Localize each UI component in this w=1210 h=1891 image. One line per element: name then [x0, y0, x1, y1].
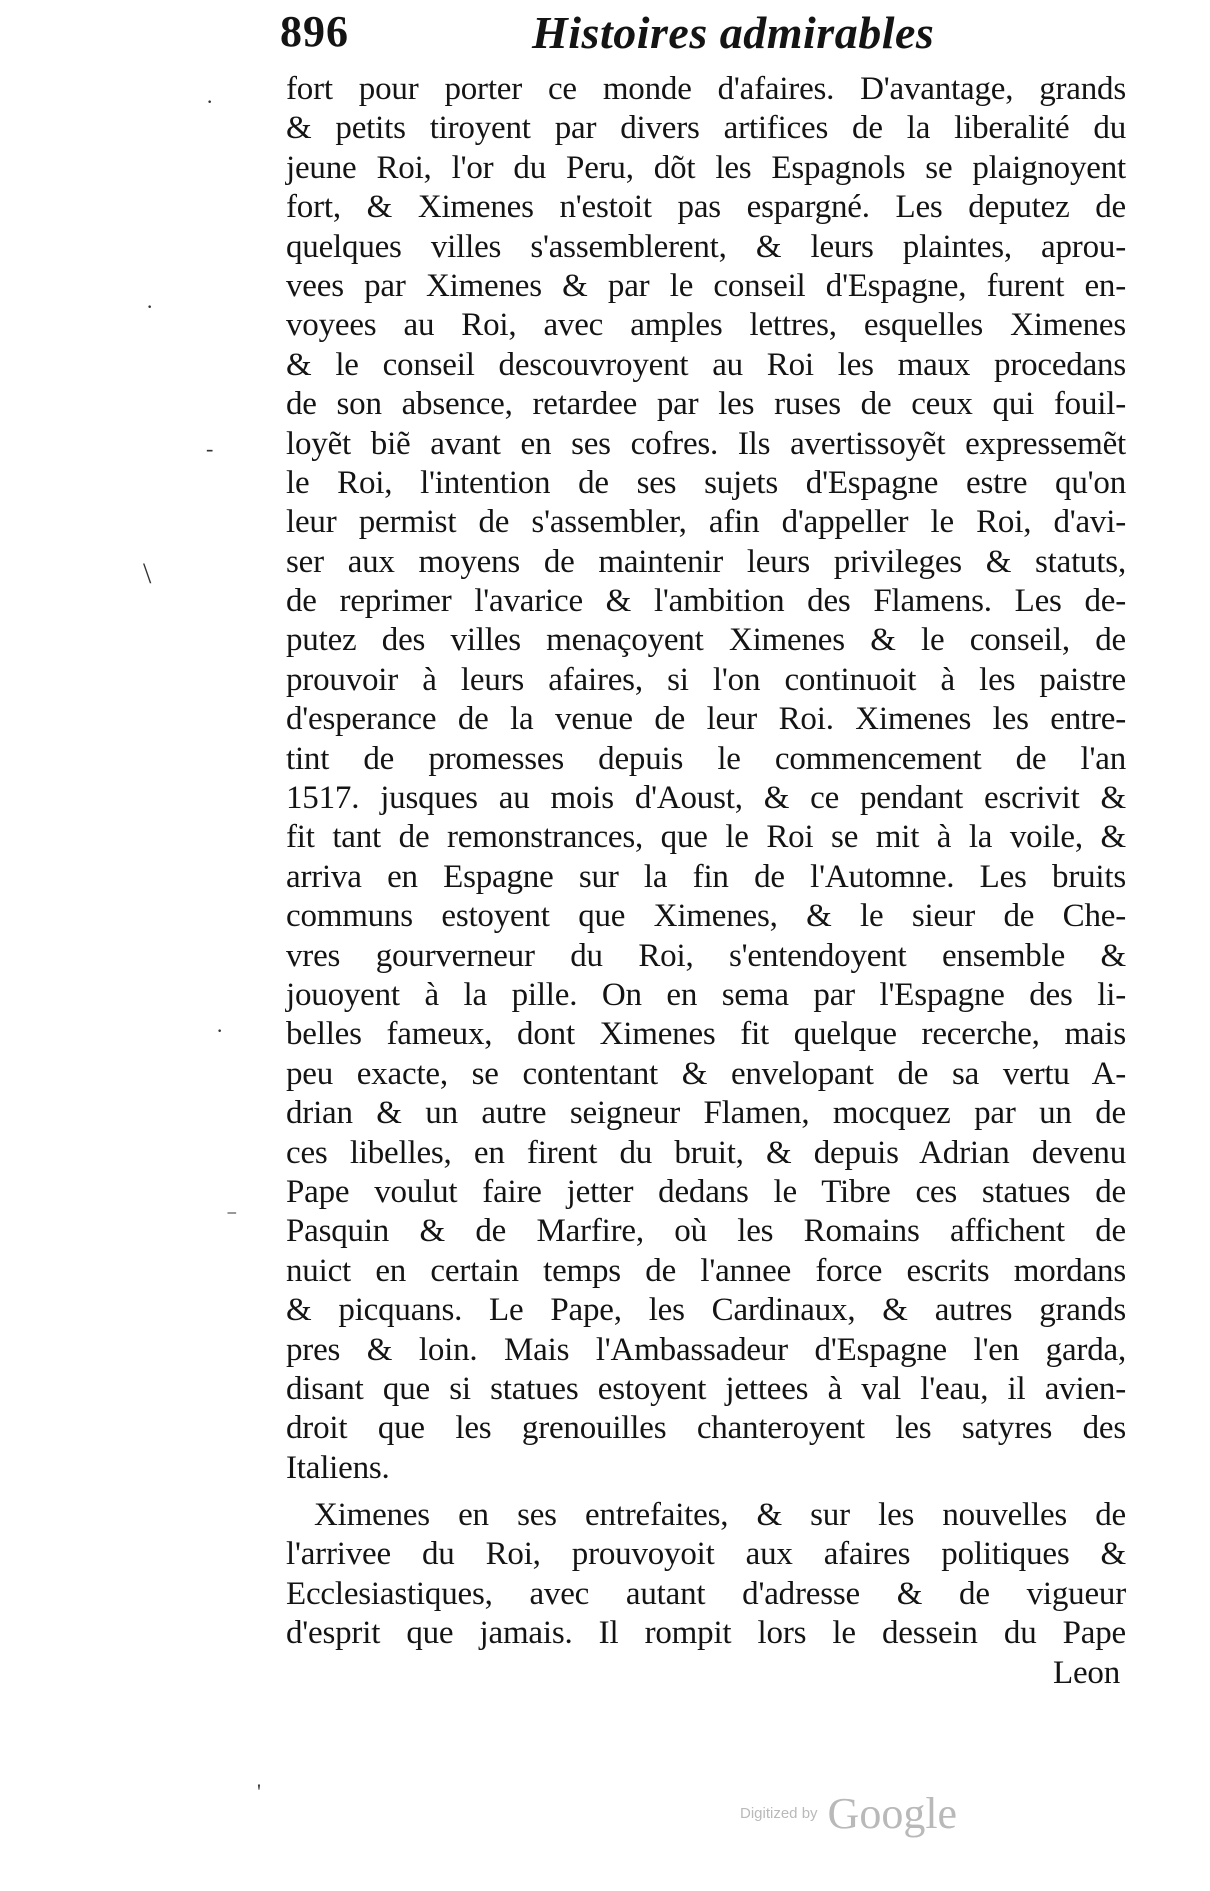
text-line: fit tant de remonstrances, que le Roi se mit à la voile, &: [286, 819, 1126, 856]
running-head: [280, 6, 1130, 66]
text-line: de son absence, retardee par les ruses de ceux qui fouil-: [286, 386, 1126, 423]
text-line: Pape voulut faire jetter dedans le Tibre ces statues de: [286, 1173, 1126, 1210]
text-line: 1517. jusques au mois d'Aoust, & ce pendant escrivit &: [286, 780, 1126, 817]
text-line: le Roi, l'intention de ses sujets d'Espagne estre qu'on: [286, 464, 1126, 501]
margin-speck: ': [257, 1779, 261, 1804]
text-line: ser aux moyens de maintenir leurs privileges & statuts,: [286, 543, 1126, 580]
margin-speck: ·: [206, 89, 214, 114]
margin-speck: \: [143, 557, 152, 590]
margin-speck: ·: [146, 294, 154, 319]
text-line: leur permist de s'assembler, afin d'appeller le Roi, d'avi-: [286, 504, 1126, 541]
text-line: & picquans. Le Pape, les Cardinaux, & autres grands: [286, 1292, 1126, 1329]
google-logo: Google: [827, 1789, 958, 1838]
text-line: quelques villes s'assemblerent, & leurs plaintes, aprou-: [286, 228, 1126, 265]
text-line: drian & un autre seigneur Flamen, mocquez par un de: [286, 1095, 1126, 1132]
text-line: d'esprit que jamais. Il rompit lors le dessein du Pape: [286, 1615, 1126, 1652]
text-line: belles fameux, dont Ximenes fit quelque recerche, mais: [286, 1016, 1126, 1053]
catchword: Leon: [1052, 1654, 1120, 1691]
text-line: Italiens.: [286, 1449, 390, 1486]
text-line: loyẽt biẽ avant en ses cofres. Ils avertissoyẽt expressemẽt: [286, 425, 1126, 462]
page-number: 896: [280, 7, 349, 56]
watermark-prefix: Digitized by: [740, 1805, 818, 1822]
text-line: prouvoir à leurs afaires, si l'on continuoit à les paistre: [286, 661, 1126, 698]
text-line: & le conseil descouvroyent au Roi les maux procedans: [286, 346, 1126, 383]
text-line: l'arrivee du Roi, prouvoyoit aux afaires politiques &: [286, 1536, 1126, 1573]
text-line: vees par Ximenes & par le conseil d'Espagne, furent en-: [286, 267, 1126, 304]
text-line: pres & loin. Mais l'Ambassadeur d'Espagne l'en garda,: [286, 1331, 1126, 1368]
body-text: [286, 70, 1126, 1693]
text-line: voyees au Roi, avec amples lettres, esquelles Ximenes: [286, 307, 1126, 344]
text-line: & petits tiroyent par divers artifices de la liberalité du: [286, 110, 1126, 147]
text-line: Ximenes en ses entrefaites, & sur les nouvelles de: [314, 1497, 1126, 1534]
google-watermark: [740, 1788, 957, 1839]
text-line: disant que si statues estoyent jettees à val l'eau, il avien-: [286, 1370, 1126, 1407]
text-line: d'esperance de la venue de leur Roi. Ximenes les entre-: [286, 701, 1126, 738]
text-line: jouoyent à la pille. On en sema par l'Espagne des li-: [286, 976, 1126, 1013]
margin-speck: ⁻: [226, 1204, 238, 1229]
text-line: Pasquin & de Marfire, où les Romains affichent de: [286, 1213, 1126, 1250]
paragraph-gap: [286, 1488, 1126, 1496]
margin-speck: -: [206, 436, 214, 461]
text-line: droit que les grenouilles chanteroyent les satyres des: [286, 1410, 1126, 1447]
text-line: Ecclesiastiques, avec autant d'adresse & de vigueur: [286, 1575, 1126, 1612]
text-line: vres gourverneur du Roi, s'entendoyent ensemble &: [286, 937, 1126, 974]
text-line: ces libelles, en firent du bruit, & depuis Adrian devenu: [286, 1134, 1126, 1171]
text-line: fort, & Ximenes n'estoit pas espargné. Les deputez de: [286, 189, 1126, 226]
text-line: jeune Roi, l'or du Peru, dõt les Espagnols se plaignoyent: [286, 149, 1126, 186]
text-line: tint de promesses depuis le commencement de l'an: [286, 740, 1126, 777]
text-line: peu exacte, se contentant & envelopant de sa vertu A-: [286, 1055, 1126, 1092]
text-line: nuict en certain temps de l'annee force escrits mordans: [286, 1252, 1126, 1289]
text-line: communs estoyent que Ximenes, & le sieur de Che-: [286, 898, 1126, 935]
running-title: Histoires admirables: [532, 7, 935, 58]
margin-speck: ·: [216, 1018, 224, 1043]
text-line: fort pour porter ce monde d'afaires. D'avantage, grands: [286, 71, 1126, 107]
text-line: de reprimer l'avarice & l'ambition des Flamens. Les de-: [286, 583, 1126, 620]
text-line: arriva en Espagne sur la fin de l'Automne. Les bruits: [286, 858, 1126, 895]
text-line: putez des villes menaçoyent Ximenes & le conseil, de: [286, 622, 1126, 659]
